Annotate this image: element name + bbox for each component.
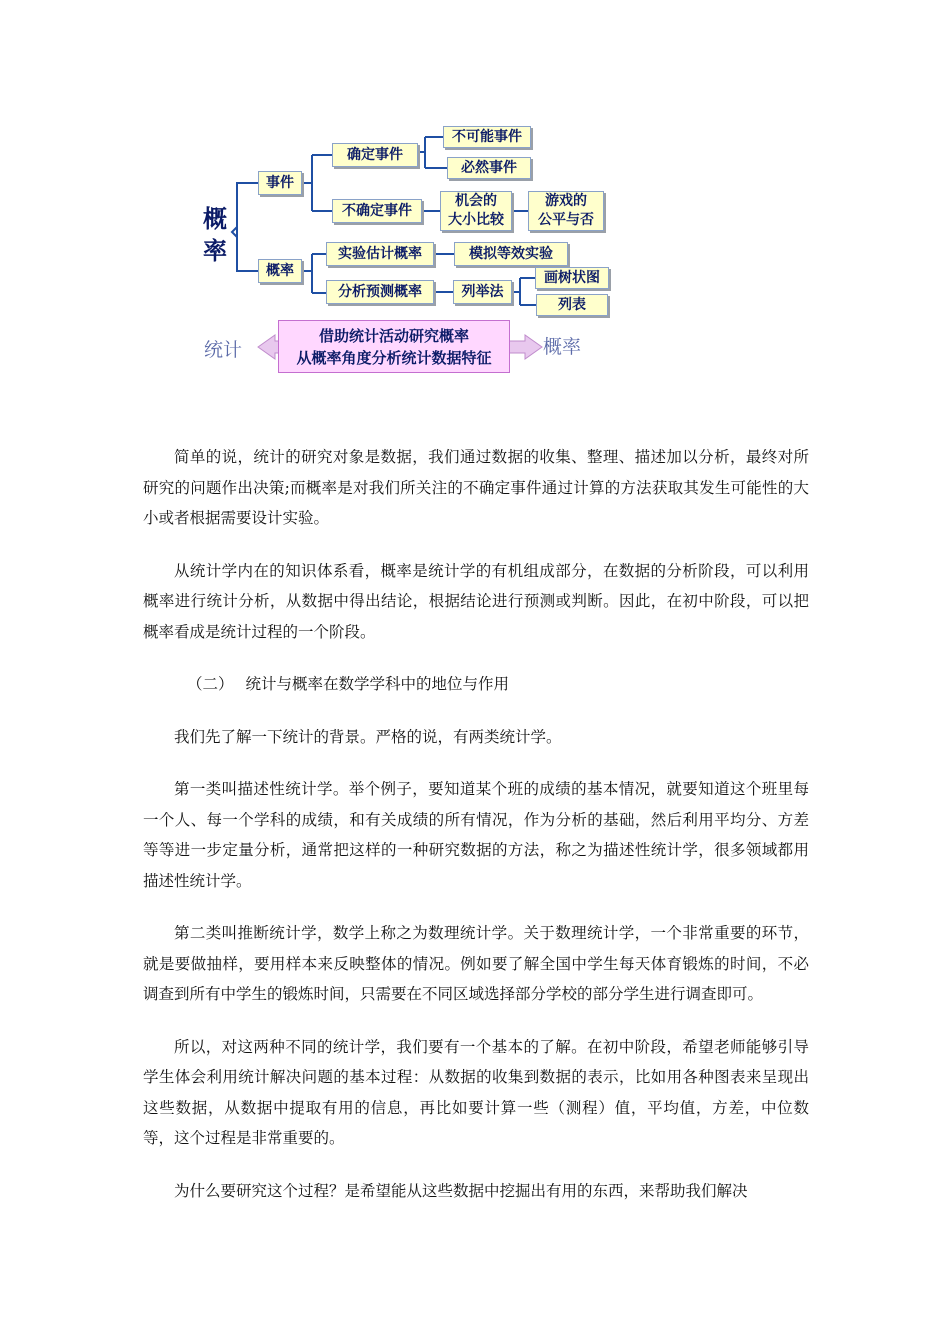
node-experiment-estimate: 实验估计概率 (326, 242, 434, 266)
node-inevitable-event: 必然事件 (447, 157, 531, 179)
label-statistics: 统计 (204, 339, 243, 361)
section-heading (143, 669, 809, 700)
node-tree-diagram: 画树状图 (535, 267, 609, 289)
label-probability: 概率 (543, 336, 582, 358)
node-enumerate: 列举法 (453, 280, 512, 304)
node-probability: 概率 (258, 259, 302, 283)
bridge-line-1: 借助统计活动研究概率 (318, 326, 469, 345)
paragraph-5: 第二类叫推断统计学，数学上称之为数理统计学。关于数理统计学，一个非常重要的环节，就是要做抽样，要用样本来反映整体的情况。例如要了解全国中学生每天体育锻炼的时间，不必调查到所有中学生的锻炼时间，只需要在不同区域选择部分学校的部分学生进行调查即可。 (143, 924, 809, 1003)
concept-map (0, 0, 950, 400)
paragraph-2: 从统计学内在的知识体系看，概率是统计学的有机组成部分，在数据的分析阶段，可以利用概率进行统计分析，从数据中得出结论，根据结论进行预测或判断。因此，在初中阶段，可以把概率看成是统计过程的一个阶段。 (143, 561, 809, 641)
section-number: （二） (187, 675, 234, 693)
document-body (143, 442, 809, 1228)
section-title: 统计与概率在数学学科中的地位与作用 (245, 675, 510, 693)
node-analysis-predict: 分析预测概率 (326, 280, 434, 304)
paragraph-1: 简单的说，统计的研究对象是数据，我们通过数据的收集、整理、描述加以分析，最终对所研究的问题作出决策;而概率是对我们所关注的不确定事件通过计算的方法获取其发生可能性的大小或者根据需要设计实验。 (143, 448, 809, 527)
paragraph-4: 第一类叫描述性统计学。举个例子，要知道某个班的成绩的基本情况，就要知道这个班里每一个人、每一个学科的成绩，和有关成绩的所有情况，作为分析的基础，然后利用平均分、方差等等进一步定量分析，通常把这样的一种研究数据的方法，称之为描述性统计学，很多领域都用描述性统计学。 (143, 780, 809, 890)
bridge-box (278, 320, 510, 373)
node-game-fairness: 游戏的 公平与否 (528, 191, 604, 231)
paragraph-6: 所以，对这两种不同的统计学，我们要有一个基本的了解。在初中阶段，希望老师能够引导学生体会利用统计解决问题的基本过程：从数据的收集到数据的表示，比如用各种图表来呈现出这些数据，从数据中提取有用的信息，再比如要计算一些（测程）值，平均值，方差，中位数等，这个过程是非常重要的。 (143, 1037, 809, 1147)
node-simulate-experiment: 模拟等效实验 (454, 242, 568, 266)
node-chance-compare: 机会的 大小比较 (440, 191, 512, 231)
node-uncertain-event: 不确定事件 (332, 199, 422, 223)
node-event: 事件 (258, 171, 302, 195)
paragraph-3: 我们先了解一下统计的背景。严格的说，有两类统计学。 (174, 727, 562, 746)
node-impossible-event: 不可能事件 (443, 126, 531, 148)
bridge-line-2: 从概率角度分析统计数据特征 (296, 348, 492, 367)
paragraph-7: 为什么要研究这个过程？是希望能从这些数据中挖掘出有用的东西，来帮助我们解决 (174, 1181, 748, 1200)
root-brace (232, 183, 243, 271)
root-probability: 概 率 (203, 205, 227, 265)
node-list-table: 列表 (536, 294, 608, 316)
node-certain-event: 确定事件 (332, 143, 418, 167)
